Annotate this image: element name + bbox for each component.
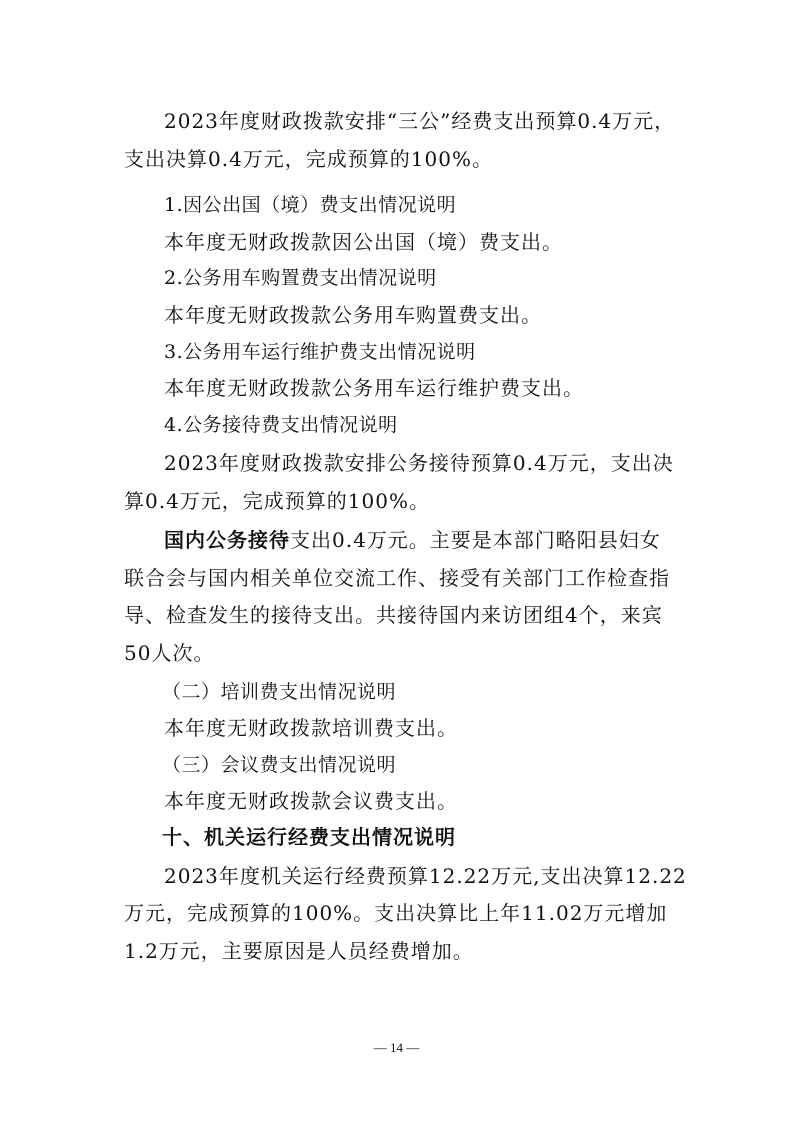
training-body: 本年度无财政拨款培训费支出。 [164, 716, 458, 740]
domestic-reception-line-1 [164, 526, 661, 554]
section-10-line-3: 1.2万元，主要原因是人员经费增加。 [124, 939, 474, 963]
section-2-heading: 2.公务用车购置费支出情况说明 [164, 267, 437, 289]
domestic-reception-line-1-rest: 支出0.4万元。主要是本部门略阳县妇女 [290, 528, 661, 552]
section-1-heading: 1.因公出国（境）费支出情况说明 [164, 194, 457, 216]
section-4-heading: 4.公务接待费支出情况说明 [164, 414, 398, 436]
section-10-line-2: 万元，完成预算的100%。支出决算比上年11.02万元增加 [124, 901, 668, 925]
section-3-heading: 3.公务用车运行维护费支出情况说明 [164, 341, 476, 363]
meeting-heading: （三）会议费支出情况说明 [162, 754, 397, 776]
section-10-line-1: 2023年度机关运行经费预算12.22万元,支出决算12.22 [164, 864, 687, 888]
page-number: — 14 — [373, 1040, 420, 1055]
training-heading: （二）培训费支出情况说明 [162, 681, 397, 703]
section-1-body: 本年度无财政拨款因公出国（境）费支出。 [164, 230, 563, 254]
section-4-line-1: 2023年度财政拨款安排公务接待预算0.4万元，支出决 [164, 451, 674, 475]
section-4-line-2: 算0.4万元，完成预算的100%。 [124, 489, 430, 513]
domestic-reception-bold-lead: 国内公务接待 [164, 528, 290, 552]
domestic-reception-line-2: 联合会与国内相关单位交流工作、接受有关部门工作检查指 [124, 566, 670, 590]
section-3-body: 本年度无财政拨款公务用车运行维护费支出。 [164, 376, 584, 400]
total-paragraph-line-1: 2023年度财政拨款安排“三公”经费支出预算0.4万元， [164, 109, 676, 133]
meeting-body: 本年度无财政拨款会议费支出。 [164, 789, 458, 813]
section-2-body: 本年度无财政拨款公务用车购置费支出。 [164, 303, 542, 327]
total-paragraph-line-2: 支出决算0.4万元，完成预算的100%。 [124, 147, 493, 171]
section-10-heading: 十、机关运行经费支出情况说明 [162, 825, 456, 849]
domestic-reception-line-4: 50人次。 [124, 641, 215, 665]
domestic-reception-line-3: 导、检查发生的接待支出。共接待国内来访团组4个，来宾 [124, 603, 663, 627]
